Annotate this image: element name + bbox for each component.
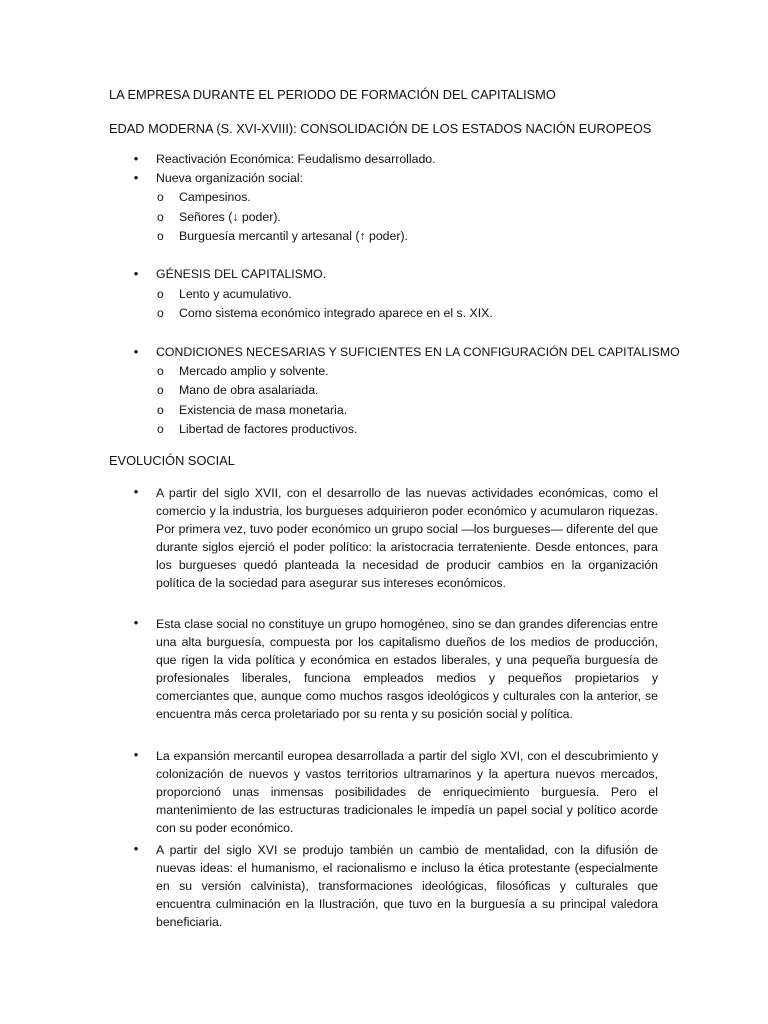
document-title: LA EMPRESA DURANTE EL PERIODO DE FORMACIÓN DEL CAPITALISMO [109,87,556,102]
bullet-marker: • [133,484,139,499]
list-item-condiciones: CONDICIONES NECESARIAS Y SUFICIENTES EN LA CONFIGURACIÓN DEL CAPITALISMO [156,345,680,359]
sub-bullet-marker: o [157,422,164,436]
sub-list-item: Lento y acumulativo. [179,287,292,301]
sub-bullet-marker: o [157,364,164,378]
sub-bullet-marker: o [157,403,164,417]
sub-list-item: Campesinos. [179,190,251,204]
section-heading-edad-moderna: EDAD MODERNA (S. XVI-XVIII): CONSOLIDACIÓN DE LOS ESTADOS NACIÓN EUROPEOS [109,121,652,136]
sub-list-item: Libertad de factores productivos. [179,422,358,436]
sub-bullet-marker: o [157,190,164,204]
sub-list-item: Existencia de masa monetaria. [179,403,348,417]
bullet-marker: • [133,151,139,166]
sub-bullet-marker: o [157,210,164,224]
sub-list-item: Burguesía mercantil y artesanal (↑ poder). [179,229,408,243]
sub-list-item: Mercado amplio y solvente. [179,364,329,378]
bullet-marker: • [133,344,139,359]
paragraph: Esta clase social no constituye un grupo homogéneo, sino se dan grandes diferencias entre una alta burguesía, compuesta por los capitalismo dueños de los medios de producción, que rigen la vida política y económica en estados liberales, y una pequeña burguesía de profesionales liberales, funciona empleados medios y pequeños propietarios y comerciantes que, aunque como muchos rasgos ideológicos y culturales con la anterior, se encuentra más cerca proletariado por su renta y su posición social y política. [156,617,658,722]
list-item-genesis: GÉNESIS DEL CAPITALISMO. [156,267,327,281]
sub-bullet-marker: o [157,229,164,243]
sub-bullet-marker: o [157,383,164,397]
bullet-marker: • [133,747,139,762]
list-item: Reactivación Económica: Feudalismo desarrollado. [156,152,436,166]
sub-list-item: Mano de obra asalariada. [179,383,319,397]
paragraph: A partir del siglo XVI se produjo también un cambio de mentalidad, con la difusión de nuevas ideas: el humanismo, el racionalismo e incluso la ética protestante (especialmente en su versión calvinista), transformaciones ideológicas, filosóficas y culturales que encuentra culminación en la Ilustración, que tuvo en la burguesía a su principal valedora beneficiaria. [156,843,658,930]
sub-bullet-marker: o [157,287,164,301]
sub-list-item: Como sistema económico integrado aparece en el s. XIX. [179,306,493,320]
section-heading-evolucion-social: EVOLUCIÓN SOCIAL [109,453,235,468]
bullet-marker: • [133,615,139,630]
sub-list-item: Señores (↓ poder). [179,210,281,224]
bullet-marker: • [133,266,139,281]
bullet-marker: • [133,841,139,856]
bullet-marker: • [133,170,139,185]
sub-bullet-marker: o [157,306,164,320]
list-item: Nueva organización social: [156,171,303,185]
paragraph: A partir del siglo XVII, con el desarrollo de las nuevas actividades económicas, como el comercio y la industria, los burgueses adquirieron poder económico y acumularon riquezas. Por primera vez, tuvo poder económico un grupo social —los burgueses— diferente del que durante siglos ejerció el poder político: la aristocracia terrateniente. Desde entonces, para los burgueses quedó planteada la necesidad de producir cambios en la organización política de la sociedad para asegurar sus intereses económicos. [156,486,658,591]
paragraph: La expansión mercantil europea desarrollada a partir del siglo XVI, con el descubrimiento y colonización de nuevos y vastos territorios ultramarinos y la apertura nuevos mercados, proporcionó unas inmensas posibilidades de enriquecimiento burguesía. Pero el mantenimiento de las estructuras tradicionales le impedía un papel social y político acorde con su poder económico. [156,749,658,836]
